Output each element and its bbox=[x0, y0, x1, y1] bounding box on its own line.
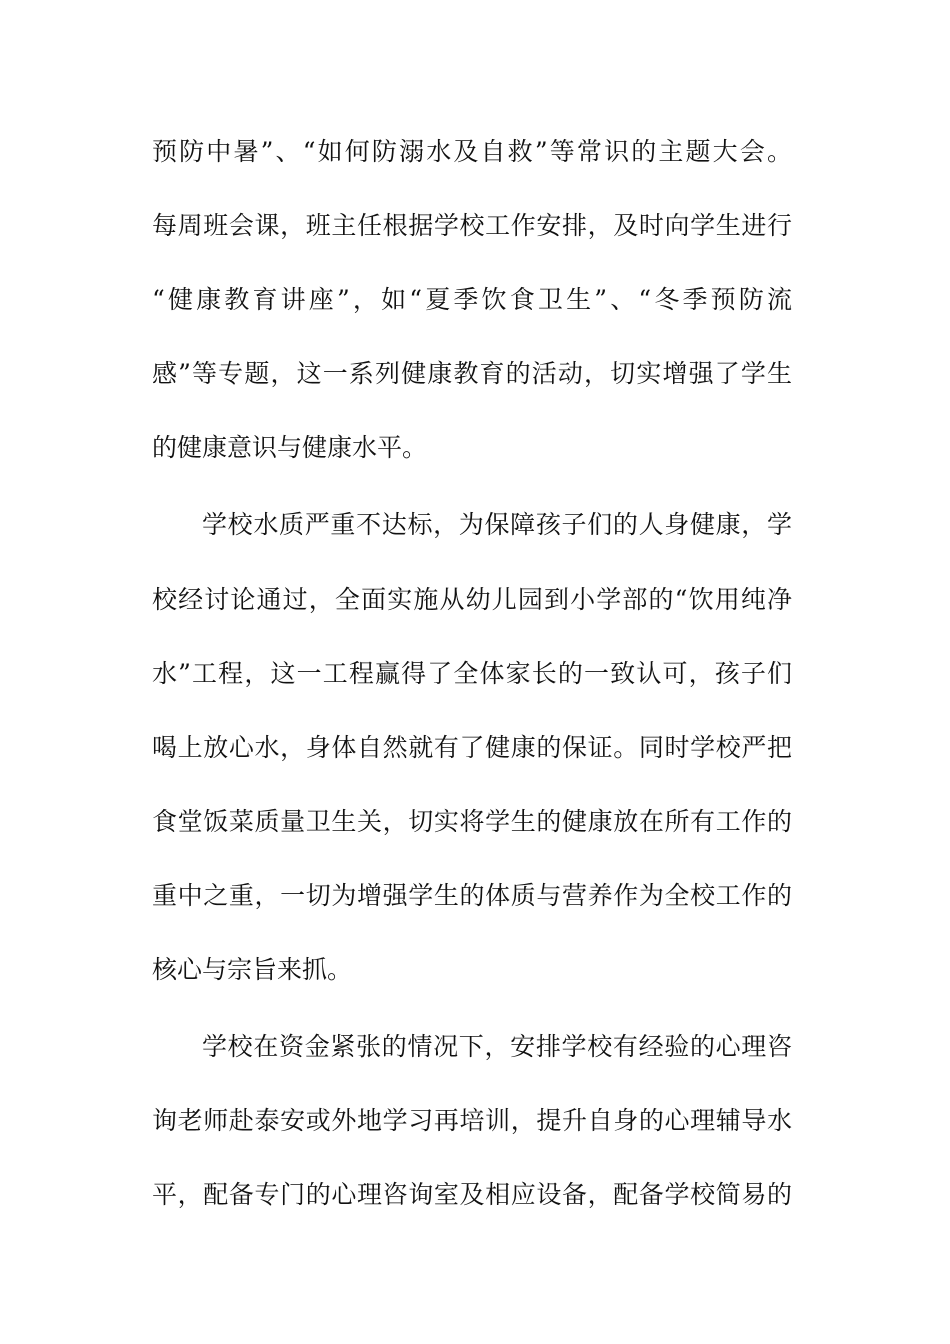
text-line: 预防中暑”、“如何防溺水及自救”等常识的主题大会。 bbox=[152, 137, 792, 166]
text-line: 重中之重，一切为增强学生的体质与营养作为全校工作的 bbox=[152, 881, 792, 910]
text-line: 食堂饭菜质量卫生关，切实将学生的健康放在所有工作的 bbox=[152, 807, 792, 836]
text-line: 平，配备专门的心理咨询室及相应设备，配备学校简易的 bbox=[152, 1180, 792, 1209]
text-line: “健康教育讲座”，如“夏季饮食卫生”、“冬季预防流 bbox=[152, 285, 792, 314]
text-line: 核心与宗旨来抓。 bbox=[152, 955, 353, 984]
text-line: 每周班会课，班主任根据学校工作安排，及时向学生进行 bbox=[152, 211, 792, 240]
text-line: 的健康意识与健康水平。 bbox=[152, 433, 428, 462]
text-line: 询老师赴泰安或外地学习再培训，提升自身的心理辅导水 bbox=[152, 1106, 792, 1135]
text-line: 校经讨论通过，全面实施从幼儿园到小学部的“饮用纯净 bbox=[152, 585, 792, 614]
text-line: 感”等专题，这一系列健康教育的活动，切实增强了学生 bbox=[152, 359, 792, 388]
paragraph-first-line: 学校水质严重不达标，为保障孩子们的人身健康，学 bbox=[202, 510, 792, 539]
text-line: 喝上放心水，身体自然就有了健康的保证。同时学校严把 bbox=[152, 733, 792, 762]
text-line: 水”工程，这一工程赢得了全体家长的一致认可，孩子们 bbox=[152, 659, 792, 688]
paragraph-first-line: 学校在资金紧张的情况下，安排学校有经验的心理咨 bbox=[202, 1032, 792, 1061]
